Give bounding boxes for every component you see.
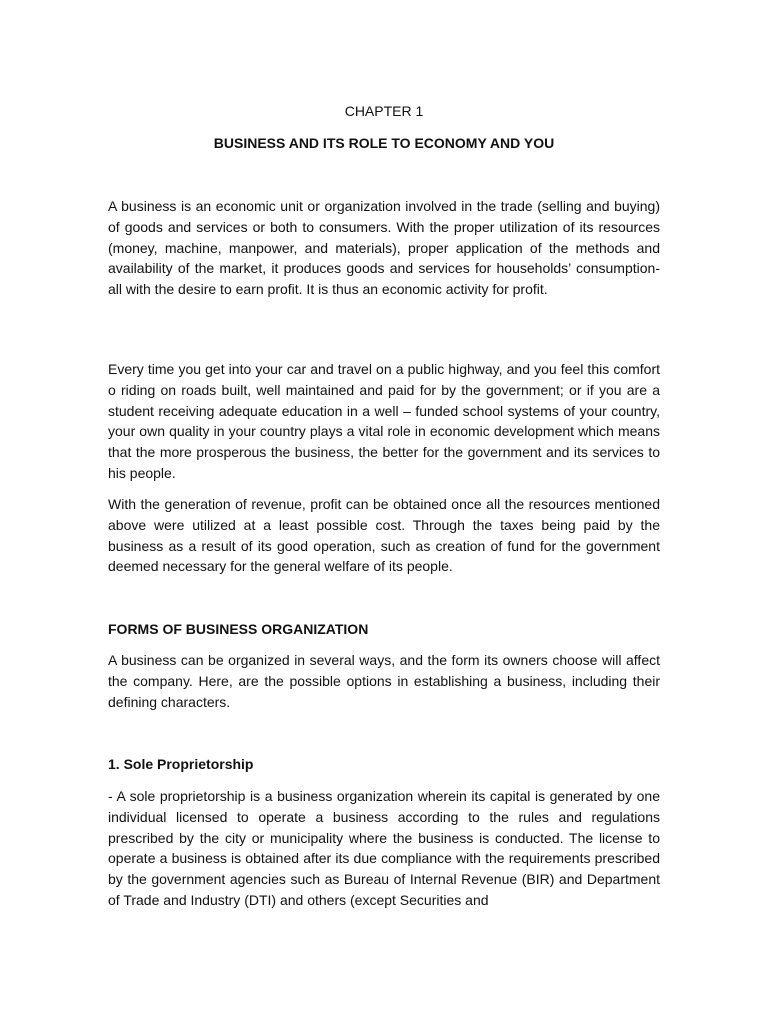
- paragraph-sole-proprietorship: - A sole proprietorship is a business organization wherein its capital is generated by one individual licensed to operate a business according to the rules and regulations prescribed by the city or municipality where the business is conducted. The license to operate a business is obtained after its due compliance with the requirements prescribed by the government agencies such as Bureau of Internal Revenue (BIR) and Department of Trade and Industry (DTI) and others (except Securities and: [108, 788, 660, 908]
- chapter-title: BUSINESS AND ITS ROLE TO ECONOMY AND YOU: [213, 135, 555, 151]
- paragraph-public-benefits: Every time you get into your car and travel on a public highway, and you feel this comfort o riding on roads built, well maintained and paid for by the government; or if you are a student receiving adequate education in a well – funded school systems of your country, your own quality in your country plays a vital role in economic development which means that the more prosperous the business, the better for the government and its services to his people.: [108, 361, 660, 481]
- chapter-label: CHAPTER 1: [344, 103, 424, 119]
- paragraph-business-definition: A business is an economic unit or organization involved in the trade (selling and buying) of goods and services or both to consumers. With the proper utilization of its resources (money, machine, manpower, and materials), proper application of the methods and availability of the market, it produces goods and services for households’ consumption- all with the desire to earn profit. It is thus an economic activity for profit.: [108, 198, 660, 298]
- paragraph-revenue-taxes: With the generation of revenue, profit can be obtained once all the resources mentioned above were utilized at a least possible cost. Through the taxes being paid by the business as a result of its good operation, such as creation of fund for the government deemed necessary for the general welfare of its people.: [108, 496, 660, 575]
- paragraph-forms-intro: A business can be organized in several ways, and the form its owners choose will affect the company. Here, are the possible options in establishing a business, including their defining characters.: [108, 652, 660, 710]
- section-heading-forms: FORMS OF BUSINESS ORGANIZATION: [108, 621, 369, 637]
- subsection-heading-sole-proprietorship: 1. Sole Proprietorship: [108, 756, 254, 772]
